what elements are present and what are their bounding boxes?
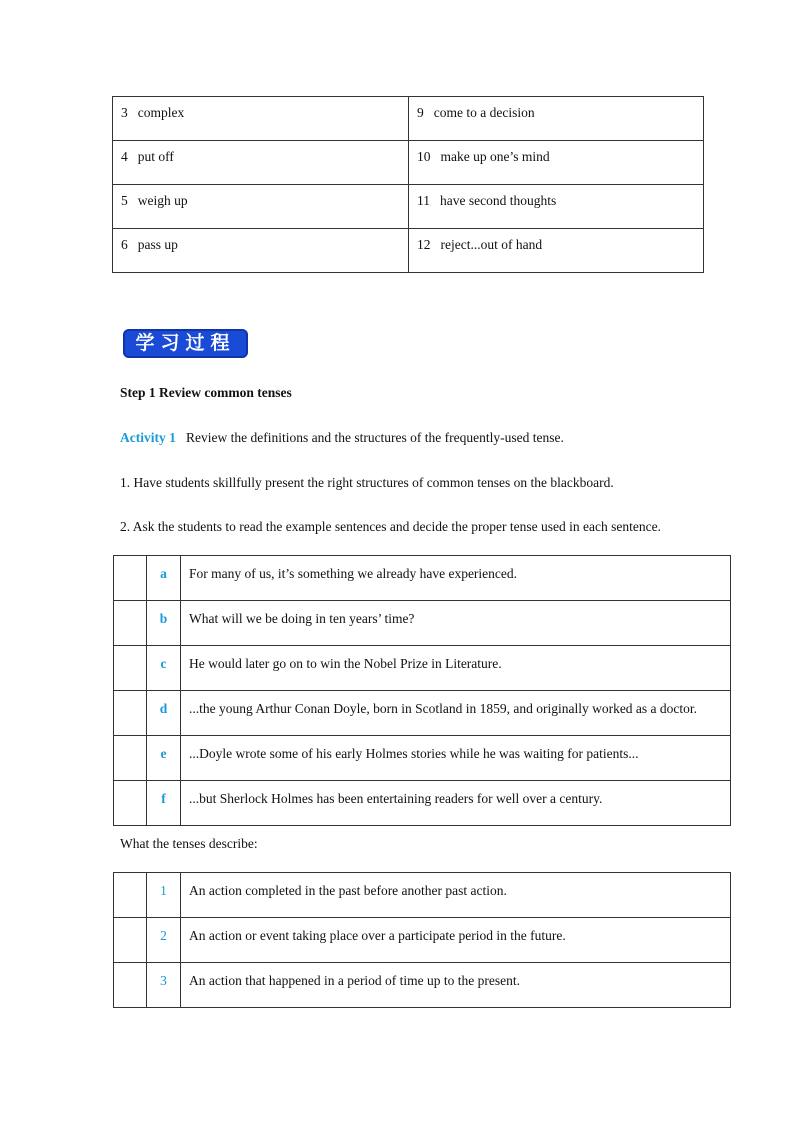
table-row <box>114 963 731 1008</box>
table-cell <box>113 185 409 229</box>
description-text: An action that happened in a period of time up to the present. <box>181 963 731 1008</box>
instruction-2: 2. Ask the students to read the example sentences and decide the proper tense used in each sentence. <box>120 519 661 534</box>
vocab-table <box>112 96 704 273</box>
table-row <box>113 229 704 273</box>
vocab-term: come to a decision <box>433 105 535 120</box>
activity-line <box>120 430 564 446</box>
sentence-key: b <box>147 601 181 646</box>
item-number: 11 <box>417 193 430 208</box>
vocab-term: reject...out of hand <box>440 237 543 252</box>
table-row <box>114 601 731 646</box>
table-row <box>114 556 731 601</box>
sentence-text: For many of us, it’s something we already have experienced. <box>181 556 731 601</box>
table-cell <box>409 97 704 141</box>
item-number: 9 <box>417 105 424 120</box>
sentence-key: f <box>147 781 181 826</box>
sentence-text: ...the young Arthur Conan Doyle, born in Scotland in 1859, and originally worked as a doctor. <box>181 691 731 736</box>
item-number: 3 <box>121 105 128 120</box>
vocab-term: put off <box>137 149 174 164</box>
item-number: 5 <box>121 193 128 208</box>
description-text: An action or event taking place over a participate period in the future. <box>181 918 731 963</box>
table-row <box>114 918 731 963</box>
table-row <box>114 781 731 826</box>
activity-label: Activity 1 <box>120 430 176 445</box>
answer-cell <box>114 918 147 963</box>
item-number: 6 <box>121 237 128 252</box>
vocab-term: complex <box>137 105 185 120</box>
table-cell <box>409 229 704 273</box>
vocab-term: weigh up <box>137 193 188 208</box>
description-table <box>113 872 731 1008</box>
description-key: 3 <box>147 963 181 1008</box>
sentence-key: a <box>147 556 181 601</box>
table-row <box>113 141 704 185</box>
answer-cell <box>114 963 147 1008</box>
table-cell <box>409 141 704 185</box>
item-number: 10 <box>417 149 431 164</box>
answer-cell <box>114 556 147 601</box>
sentence-key: c <box>147 646 181 691</box>
vocab-term: have second thoughts <box>440 193 557 208</box>
vocab-term: pass up <box>137 237 178 252</box>
table-row <box>114 736 731 781</box>
table-row <box>113 97 704 141</box>
activity-text: Review the definitions and the structures of the frequently-used tense. <box>185 430 564 445</box>
table-row <box>114 873 731 918</box>
description-key: 1 <box>147 873 181 918</box>
answer-cell <box>114 646 147 691</box>
sentence-text: What will we be doing in ten years’ time? <box>181 601 731 646</box>
table-row <box>114 691 731 736</box>
instruction-1: 1. Have students skillfully present the right structures of common tenses on the blackboard. <box>120 475 614 490</box>
banner-label: 学习过程 <box>135 332 236 354</box>
vocab-term: make up one’s mind <box>440 149 550 164</box>
describe-heading: What the tenses describe: <box>120 836 258 851</box>
table-cell <box>113 97 409 141</box>
answer-cell <box>114 873 147 918</box>
table-cell <box>113 229 409 273</box>
sentence-text: He would later go on to win the Nobel Prize in Literature. <box>181 646 731 691</box>
answer-cell <box>114 736 147 781</box>
answer-cell <box>114 601 147 646</box>
answer-cell <box>114 691 147 736</box>
item-number: 12 <box>417 237 431 252</box>
sentence-text: ...Doyle wrote some of his early Holmes stories while he was waiting for patients... <box>181 736 731 781</box>
answer-cell <box>114 781 147 826</box>
table-row <box>113 185 704 229</box>
table-row <box>114 646 731 691</box>
sentence-table <box>113 555 731 826</box>
item-number: 4 <box>121 149 128 164</box>
table-cell <box>409 185 704 229</box>
sentence-key: d <box>147 691 181 736</box>
sentence-key: e <box>147 736 181 781</box>
table-cell <box>113 141 409 185</box>
description-key: 2 <box>147 918 181 963</box>
description-text: An action completed in the past before another past action. <box>181 873 731 918</box>
step-heading: Step 1 Review common tenses <box>120 385 292 400</box>
section-banner <box>123 329 248 358</box>
sentence-text: ...but Sherlock Holmes has been entertaining readers for well over a century. <box>181 781 731 826</box>
